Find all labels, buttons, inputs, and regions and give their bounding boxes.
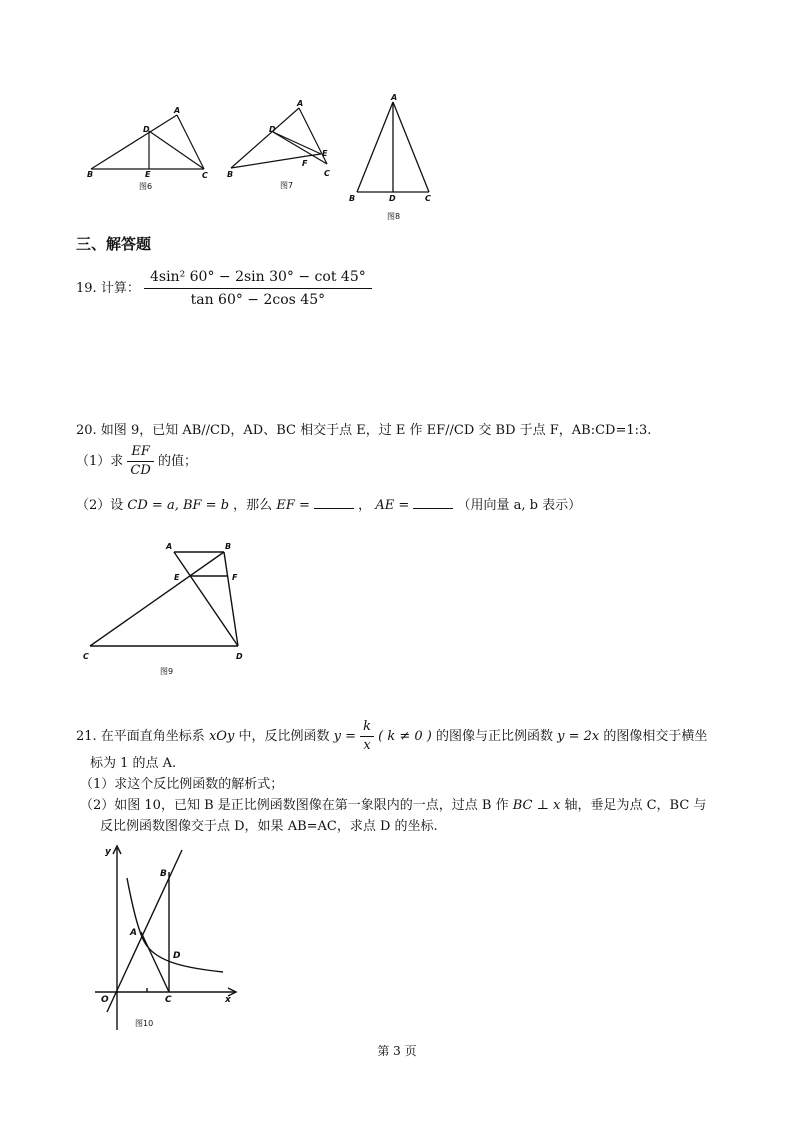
q21-func-num: k bbox=[360, 718, 374, 737]
q19-numerator: 4sin² 60° − 2sin 30° − cot 45° bbox=[144, 268, 372, 289]
question-20-part1 bbox=[76, 443, 197, 480]
fig7-label-b: B bbox=[227, 170, 234, 179]
q21-coord: xOy bbox=[208, 729, 235, 744]
fig9-label-f: F bbox=[232, 573, 238, 582]
fig6-label-e: E bbox=[145, 170, 151, 179]
fig8-caption: 图8 bbox=[387, 212, 401, 221]
question-19 bbox=[76, 268, 372, 309]
q21-func-fraction bbox=[360, 718, 374, 755]
fig8-label-b: B bbox=[349, 194, 356, 203]
fig10-label-o: O bbox=[101, 995, 109, 1005]
fig10-caption: 图10 bbox=[135, 1019, 154, 1028]
q21-line1-mid: 中，反比例函数 bbox=[238, 729, 330, 744]
fig7-label-d: D bbox=[269, 125, 276, 134]
question-21-part1: （1）求这个反比例函数的解析式； bbox=[80, 777, 284, 792]
question-20-stem: 20. 如图 9，已知 AB//CD，AD、BC 相交于点 E，过 E 作 EF//CD 交 BD 于点 F，AB:CD=1:3. bbox=[76, 423, 652, 438]
fig7-caption: 图7 bbox=[280, 181, 294, 190]
q21-func-den: x bbox=[363, 738, 371, 753]
q19-fraction bbox=[144, 268, 372, 309]
fig9-caption: 图9 bbox=[160, 667, 174, 676]
fig6-label-a: A bbox=[174, 106, 181, 115]
q21-line1-prefix: 21. 在平面直角坐标系 bbox=[76, 729, 205, 744]
question-21-line1 bbox=[76, 718, 707, 755]
q20-answer-blank-1[interactable] bbox=[314, 496, 354, 509]
fig9-label-c: C bbox=[83, 652, 89, 661]
question-20-part2 bbox=[76, 496, 581, 515]
fig10-label-d: D bbox=[173, 951, 181, 961]
fig10-label-y: y bbox=[105, 847, 111, 857]
figure-7 bbox=[225, 98, 337, 193]
q20-part2-q2: AE = bbox=[375, 498, 410, 513]
figure-8 bbox=[345, 90, 440, 225]
figure-6 bbox=[85, 103, 210, 198]
question-21-part2-line1 bbox=[80, 797, 706, 815]
q21-func-cond: ( k ≠ 0 ) bbox=[378, 729, 432, 744]
fig6-label-d: D bbox=[143, 125, 150, 134]
q21-func-lhs: y = bbox=[333, 729, 356, 744]
q20-part1-suffix: 的值； bbox=[157, 454, 197, 469]
q20-part2-suffix: （用向量 a, b 表示） bbox=[457, 498, 582, 513]
figure-9 bbox=[80, 538, 260, 678]
q20-part2-sep: ， bbox=[358, 498, 372, 513]
q19-denominator: tan 60° − 2cos 45° bbox=[190, 292, 326, 308]
fig8-label-c: C bbox=[425, 194, 431, 203]
page-number: 第 3 页 bbox=[377, 1044, 417, 1058]
q20-part2-given: CD = a, BF = b bbox=[127, 498, 230, 513]
fig10-label-x: x bbox=[225, 995, 231, 1005]
q19-prompt: 计算： bbox=[100, 281, 140, 296]
q20-answer-blank-2[interactable] bbox=[413, 496, 453, 509]
fig9-label-a: A bbox=[166, 542, 173, 551]
fig8-label-a: A bbox=[391, 93, 398, 102]
q20-part1-num: EF bbox=[127, 443, 153, 462]
q21-line1-mid2: 的图像与正比例函数 bbox=[436, 729, 554, 744]
q21-part2-b: 轴，垂足为点 C，BC 与 bbox=[564, 798, 707, 813]
fig9-label-e: E bbox=[174, 573, 180, 582]
fig8-label-d: D bbox=[389, 194, 396, 203]
q20-part1-prefix: （1）求 bbox=[76, 454, 124, 469]
fig7-label-f: F bbox=[302, 159, 308, 168]
q20-part1-den: CD bbox=[130, 463, 151, 478]
q21-part2-a: （2）如图 10，已知 B 是正比例函数图像在第一象限内的一点，过点 B 作 bbox=[80, 798, 509, 813]
q20-part2-q1: EF = bbox=[276, 498, 310, 513]
q20-part1-fraction bbox=[127, 443, 153, 480]
question-21-line2: 标为 1 的点 A. bbox=[90, 756, 177, 771]
fig7-label-a: A bbox=[297, 99, 304, 108]
fig9-label-b: B bbox=[225, 542, 232, 551]
q20-part2-mid: ，那么 bbox=[233, 498, 273, 513]
fig10-label-a: A bbox=[130, 928, 137, 938]
fig10-label-b: B bbox=[160, 869, 167, 879]
q19-number: 19. bbox=[76, 281, 97, 296]
fig10-label-c: C bbox=[165, 995, 172, 1005]
section-title: 三、解答题 bbox=[76, 235, 152, 253]
figure-10 bbox=[85, 840, 250, 1040]
q21-part2-math: BC ⊥ x bbox=[512, 798, 561, 813]
fig7-label-e: E bbox=[322, 149, 328, 158]
fig6-label-c: C bbox=[202, 171, 208, 180]
q21-line1-suffix: 的图像相交于横坐 bbox=[603, 729, 708, 744]
question-21-part2-line2: 反比例函数图像交于点 D，如果 AB=AC，求点 D 的坐标. bbox=[100, 819, 438, 834]
fig6-caption: 图6 bbox=[139, 182, 153, 191]
q20-part2-prefix: （2）设 bbox=[76, 498, 124, 513]
q21-func2: y = 2x bbox=[557, 729, 600, 744]
fig7-label-c: C bbox=[324, 169, 330, 178]
fig9-label-d: D bbox=[236, 652, 243, 661]
fig6-label-b: B bbox=[87, 170, 94, 179]
